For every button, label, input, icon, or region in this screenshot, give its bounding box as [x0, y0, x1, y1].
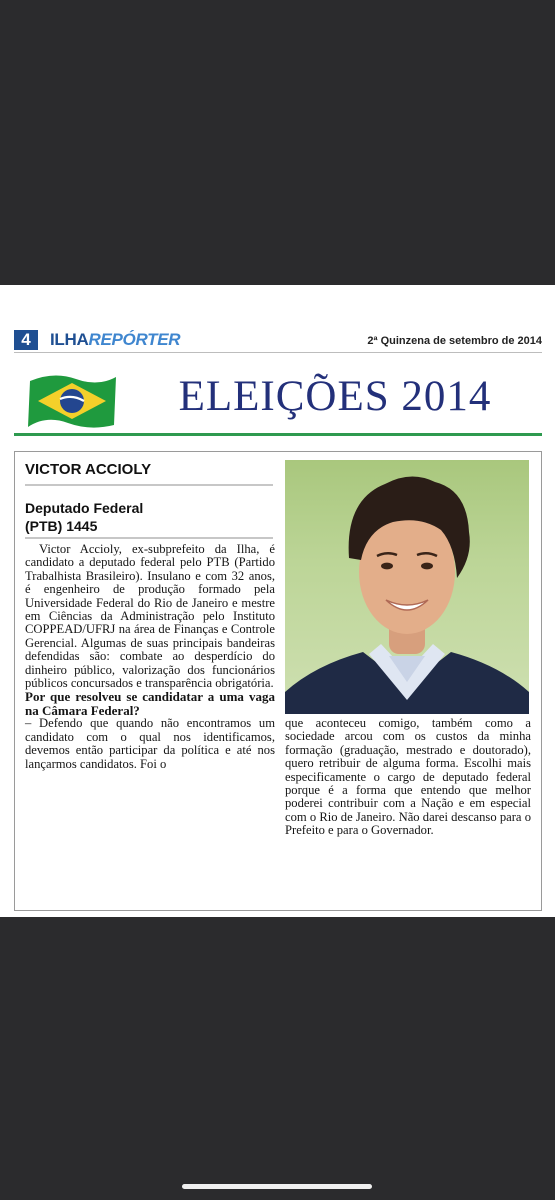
- portrait-illustration: [285, 460, 529, 714]
- newspaper-logo: [50, 331, 180, 349]
- logo-part-reporter: REPÓRTER: [88, 330, 181, 349]
- home-indicator[interactable]: [182, 1184, 372, 1189]
- article-column-right: [285, 717, 531, 838]
- role-title: Deputado Federal: [25, 500, 144, 516]
- candidate-photo: [285, 460, 529, 714]
- masthead: [14, 330, 542, 352]
- role-divider: [25, 537, 273, 539]
- section-title: ELEIÇÕES 2014: [178, 373, 492, 420]
- intro-paragraph: Victor Accioly, ex-subprefeito da Ilha, é candidato a deputado federal pelo PTB (Partido Trabalhista Brasileiro). Insulano e com 32 anos, é engenheiro de produção formado pela Universidade Federal do Rio de Janeiro e mestre em Ciências da Administração pelo Instituto COPPEAD/UFRJ na área de Finanças e Controle Gerencial. Algumas de suas principais bandeiras defendidas são: combate ao desperdício do dinheiro público, valorização dos funcionários públicos concursados e transparência obrigatória.: [25, 542, 275, 691]
- brazil-flag-icon: [24, 367, 120, 435]
- issue-date: 2ª Quinzena de setembro de 2014: [367, 335, 542, 347]
- interview-question: Por que resolveu se candidatar a uma vaga na Câmara Federal?: [25, 689, 275, 718]
- candidate-role: [25, 499, 275, 535]
- role-party-number: (PTB) 1445: [25, 518, 98, 534]
- masthead-divider: [14, 352, 542, 353]
- logo-part-ilha: ILHA: [50, 330, 89, 349]
- article-column-left: [25, 543, 275, 771]
- candidate-name: VICTOR ACCIOLY: [25, 461, 152, 478]
- page-number: 4: [14, 330, 38, 350]
- section-divider: [14, 433, 542, 436]
- article-box: [14, 451, 542, 911]
- interview-answer-start: – Defendo que quando não encontramos um candidato com o qual nos identificamos, devemos então participar da política e até nos lançarmos candidatos. Foi o: [25, 716, 275, 771]
- name-divider: [25, 484, 273, 486]
- interview-answer-continued: que aconteceu comigo, também como a sociedade arcou com os custos da minha formação (graduação, mestrado e doutorado), quero retribuir de alguma forma. Escolhi mais especificamente o cargo de deputado federal porque é a forma que entendo que melhor poderei contribuir com a Nação e em especial com o Rio de Janeiro. Não darei descanso para o Prefeito e para o Governador.: [285, 716, 531, 838]
- newspaper-page: [0, 285, 555, 917]
